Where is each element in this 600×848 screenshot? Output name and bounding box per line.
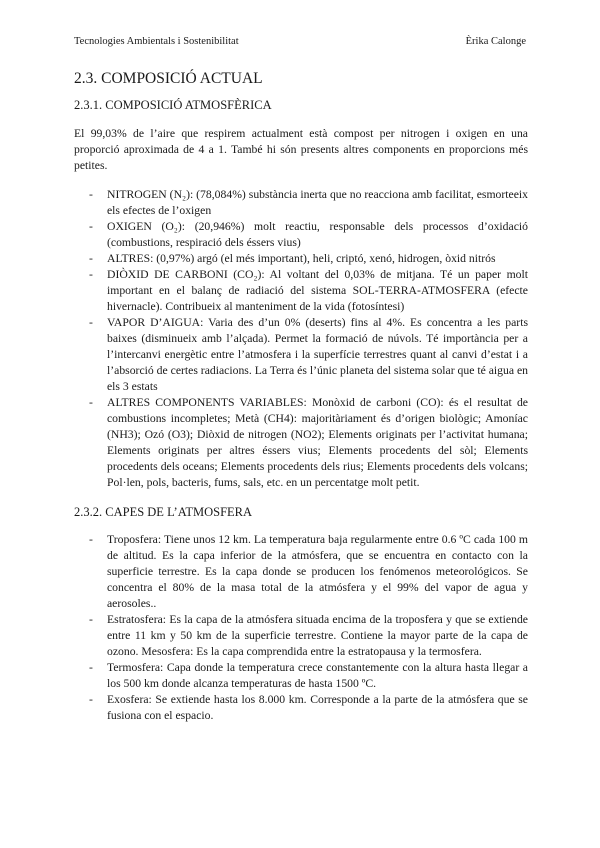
list-item-text: NITROGEN (N₂): (78,084%) substància inerta que no reacciona amb facilitat, esmorteeix els efectes de l’oxigen <box>107 188 528 217</box>
page-content <box>74 70 528 724</box>
list-item <box>74 187 528 219</box>
list-item-text: VAPOR D’AIGUA: Varia des d’un 0% (deserts) fins al 4%. Es concentra a les parts baixes (disminueix amb l’alçada). Permet la formació de núvols. Té importància per a l’intercanvi energètic entre l’atmosfera i la superfície terrestres quant al canvi d’estat i a l’absorció de certes radiacions. La Terra és l’únic planeta del sistema solar que té aigua en els 3 estats <box>107 316 528 393</box>
list-item <box>74 267 528 315</box>
list-item-text: Termosfera: Capa donde la temperatura crece constantemente con la altura hasta llegar a los 500 km donde alcanza temperaturas de hasta 1500 ºC. <box>107 661 528 690</box>
list-item-text: ALTRES: (0,97%) argó (el més important), heli, criptó, xenó, hidrogen, òxid nitrós <box>107 252 496 265</box>
bullet-dash: - <box>89 613 93 626</box>
list-item-text: ALTRES COMPONENTS VARIABLES: Monòxid de carboni (CO): és el resultat de combustions incompletes; Metà (CH4): majoritàriament és d’origen biològic; Amoníac (NH3); Ozó (O3); Diòxid de nitrogen (NO2); Elements originats per l’activitat humana; Elements originats per altres éssers vius; Elements procedents del sòl; Elements procedents dels oceans; Elements procedents dels rius; Elements procedents dels volcans; Pol·len, pols, bacteris, fums, sals, etc. en un percentatge molt petit. <box>107 396 528 489</box>
bullet-dash: - <box>89 188 93 201</box>
bullet-dash: - <box>89 268 93 281</box>
layers-list <box>74 532 528 724</box>
bullet-dash: - <box>89 693 93 706</box>
intro-paragraph: El 99,03% de l’aire que respirem actualment està compost per nitrogen i oxigen en una proporció aproximada de 4 a 1. També hi són presents altres components en proporcions més petites. <box>74 127 528 172</box>
list-item-text: DIÒXID DE CARBONI (CO₂): Al voltant del 0,03% de mitjana. Té un paper molt important en el balanç de radiació del sistema SOL-TERRA-ATMOSFERA (efecte hivernacle). Contribueix al manteniment de la vida (fotosíntesi) <box>107 268 528 313</box>
list-item-text: OXIGEN (O₂): (20,946%) molt reactiu, responsable dels processos d’oxidació (combustions, respiració dels éssers vius) <box>107 220 528 249</box>
bullet-dash: - <box>89 220 93 233</box>
list-item <box>74 395 528 491</box>
bullet-dash: - <box>89 533 93 546</box>
list-item <box>74 532 528 612</box>
list-item-text: Exosfera: Se extiende hasta los 8.000 km. Corresponde a la parte de la atmósfera que se fusiona con el espacio. <box>107 693 528 722</box>
bullet-dash: - <box>89 316 93 329</box>
list-item-text: Troposfera: Tiene unos 12 km. La temperatura baja regularmente entre 0.6 ºC cada 100 m de altitud. Es la capa inferior de la atmósfera, que se encuentra en contacto con la superficie terrestre. Es la capa donde se producen los fenómenos meteorológicos. Se concentra el 80% de la masa total de la atmósfera y el 99% del vapor de agua y aerosoles.. <box>107 533 528 610</box>
composition-list <box>74 187 528 491</box>
bullet-dash: - <box>89 661 93 674</box>
list-item <box>74 251 528 267</box>
header-course-title: Tecnologies Ambientals i Sostenibilitat <box>74 36 239 47</box>
list-item <box>74 219 528 251</box>
list-item <box>74 660 528 692</box>
list-item <box>74 612 528 660</box>
subsection-title-layers: 2.3.2. CAPES DE L’ATMOSFERA <box>74 505 253 519</box>
header-author: Èrika Calonge <box>465 36 526 47</box>
subsection-title-composition: 2.3.1. COMPOSICIÓ ATMOSFÈRICA <box>74 98 272 112</box>
list-item-text: Estratosfera: Es la capa de la atmósfera situada encima de la troposfera y que se extiende entre 11 km y 50 km de la superficie terrestre. Contiene la mayor parte de la capa de ozono. Mesosfera: Es la capa comprendida entre la estratopausa y la termosfera. <box>107 613 528 658</box>
list-item <box>74 315 528 395</box>
section-title: 2.3. COMPOSICIÓ ACTUAL <box>74 70 263 87</box>
list-item <box>74 692 528 724</box>
bullet-dash: - <box>89 252 93 265</box>
page-header <box>74 36 526 50</box>
bullet-dash: - <box>89 396 93 409</box>
